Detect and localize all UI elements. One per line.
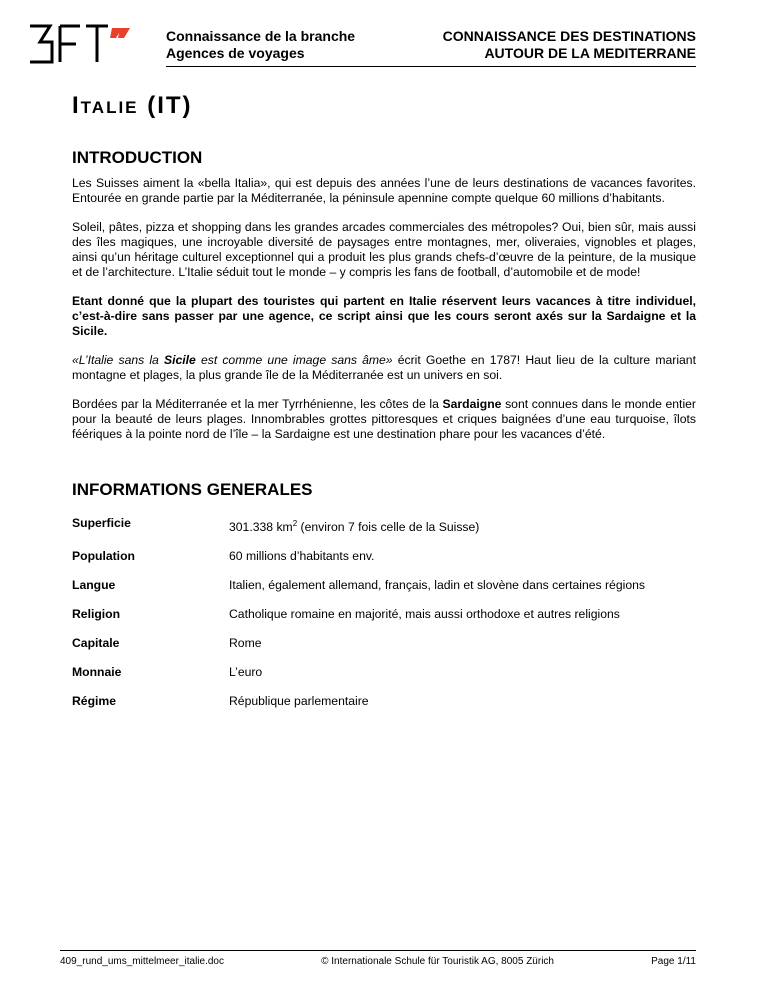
info-value: République parlementaire [229,694,369,709]
header-right [443,28,696,62]
intro-heading: INTRODUCTION [72,148,203,167]
info-value: 301.338 $km^2$ (environ 7 fois celle de la Suisse) [229,519,480,535]
info-value: 60 millions d’habitants env. [229,549,375,564]
intro-paragraph-1: Les Suisses aiment la «bella Italia», qui est depuis des années l’une de leurs destinations de vacances favorites. Entourée en grande partie par la Méditerranée, la péninsule apennine compte quelque 60 millions d’habitants. [72,176,696,205]
info-value: L’euro [229,665,263,680]
intro-paragraph-2: Soleil, pâtes, pizza et shopping dans les grandes arcades commerciales des métropoles? Oui, bien sûr, mais aussi des îles magiques, une incroyable diversité de paysages entre montagnes, mer, oliveraies, vignobles et plages, ainsi qu’un héritage culturel exceptionnel qui a produit les plus grands chefs-d’œuvre de la peinture, de la musique et de l’architecture. L’Italie séduit tout le monde – y compris les fans de football, d’automobile et de mode! [72,220,696,279]
info-label: Capitale [72,636,120,651]
title-code: (IT) [147,92,193,119]
info-value: Catholique romaine en majorité, mais aussi orthodoxe et autres religions [229,607,620,622]
goethe-quote-end: est comme une image sans âme» [195,353,393,367]
header-agencies: Agences de voyages [166,45,305,61]
intro-paragraph-3: Etant donné que la plupart des touristes qui partent en Italie réservent leurs vacances à titre individuel, c’est-à-dire sans passer par une agence, ce script ainsi que les cours seront axés sur la Sardaigne et la Sicile. [72,294,696,338]
info-value: Rome [229,636,262,651]
sicile-text: écrit Goethe en 1787! Haut lieu de la culture mariant montagne et plages, la plus grande île de la Méditerranée est un univers en soi. [72,353,696,382]
page-footer [60,956,696,967]
header-course: CONNAISSANCE DES DESTINATIONS [442,28,696,44]
sardaigne-text-b: sont connues dans le monde entier pour la beauté de leurs plages. Innombrables grottes pittoresques et criques baignées d’une eau turquoise, îlots féériques à la pointe nord de l’île – la Sardaigne est une destination phare pour les vacances d’été. [72,397,696,441]
info-row-population [72,549,696,564]
footer-copyright: © Internationale Schule für Touristik AG, 8005 Zürich [321,956,554,967]
info-label: Religion [72,607,121,622]
sardaigne-text-a: Bordées par la Méditerranée et la mer Tyrrhénienne, les côtes de la [72,397,443,411]
info-row-language [72,578,696,593]
document-body [72,148,696,723]
header-course-sub: AUTOUR DE LA MEDITERRANE [484,45,696,61]
footer-divider [60,950,696,951]
goethe-quote-start: «L’Italie sans la [72,353,164,367]
header-branch: Connaissance de la branche [166,28,356,44]
header-divider [166,66,696,67]
sicile-word: Sicile [163,353,196,367]
title-rest: TALIE [80,98,139,117]
footer-page-number: Page 1/11 [651,956,696,967]
intro-paragraph-5 [72,397,696,442]
intro-paragraph-4 [72,353,696,383]
page-title [72,92,193,120]
sardaigne-word: Sardaigne [442,397,502,411]
info-label: Monnaie [72,665,122,680]
info-label: Population [72,549,135,564]
header-left [166,28,355,62]
school-logo [28,22,132,66]
info-label: Superficie [72,516,131,530]
info-value: Italien, également allemand, français, ladin et slovène dans certaines régions [229,578,645,593]
footer-filename: 409_rund_ums_mittelmeer_italie.doc [60,956,224,967]
info-label: Régime [72,694,117,709]
info-row-religion [72,607,696,622]
info-label: Langue [72,578,116,593]
info-row-capital [72,636,696,651]
general-heading: INFORMATIONS GENERALES [72,480,313,499]
title-initial: I [72,92,81,119]
info-row-area [72,516,696,535]
info-row-currency [72,665,696,680]
info-row-regime [72,694,696,709]
